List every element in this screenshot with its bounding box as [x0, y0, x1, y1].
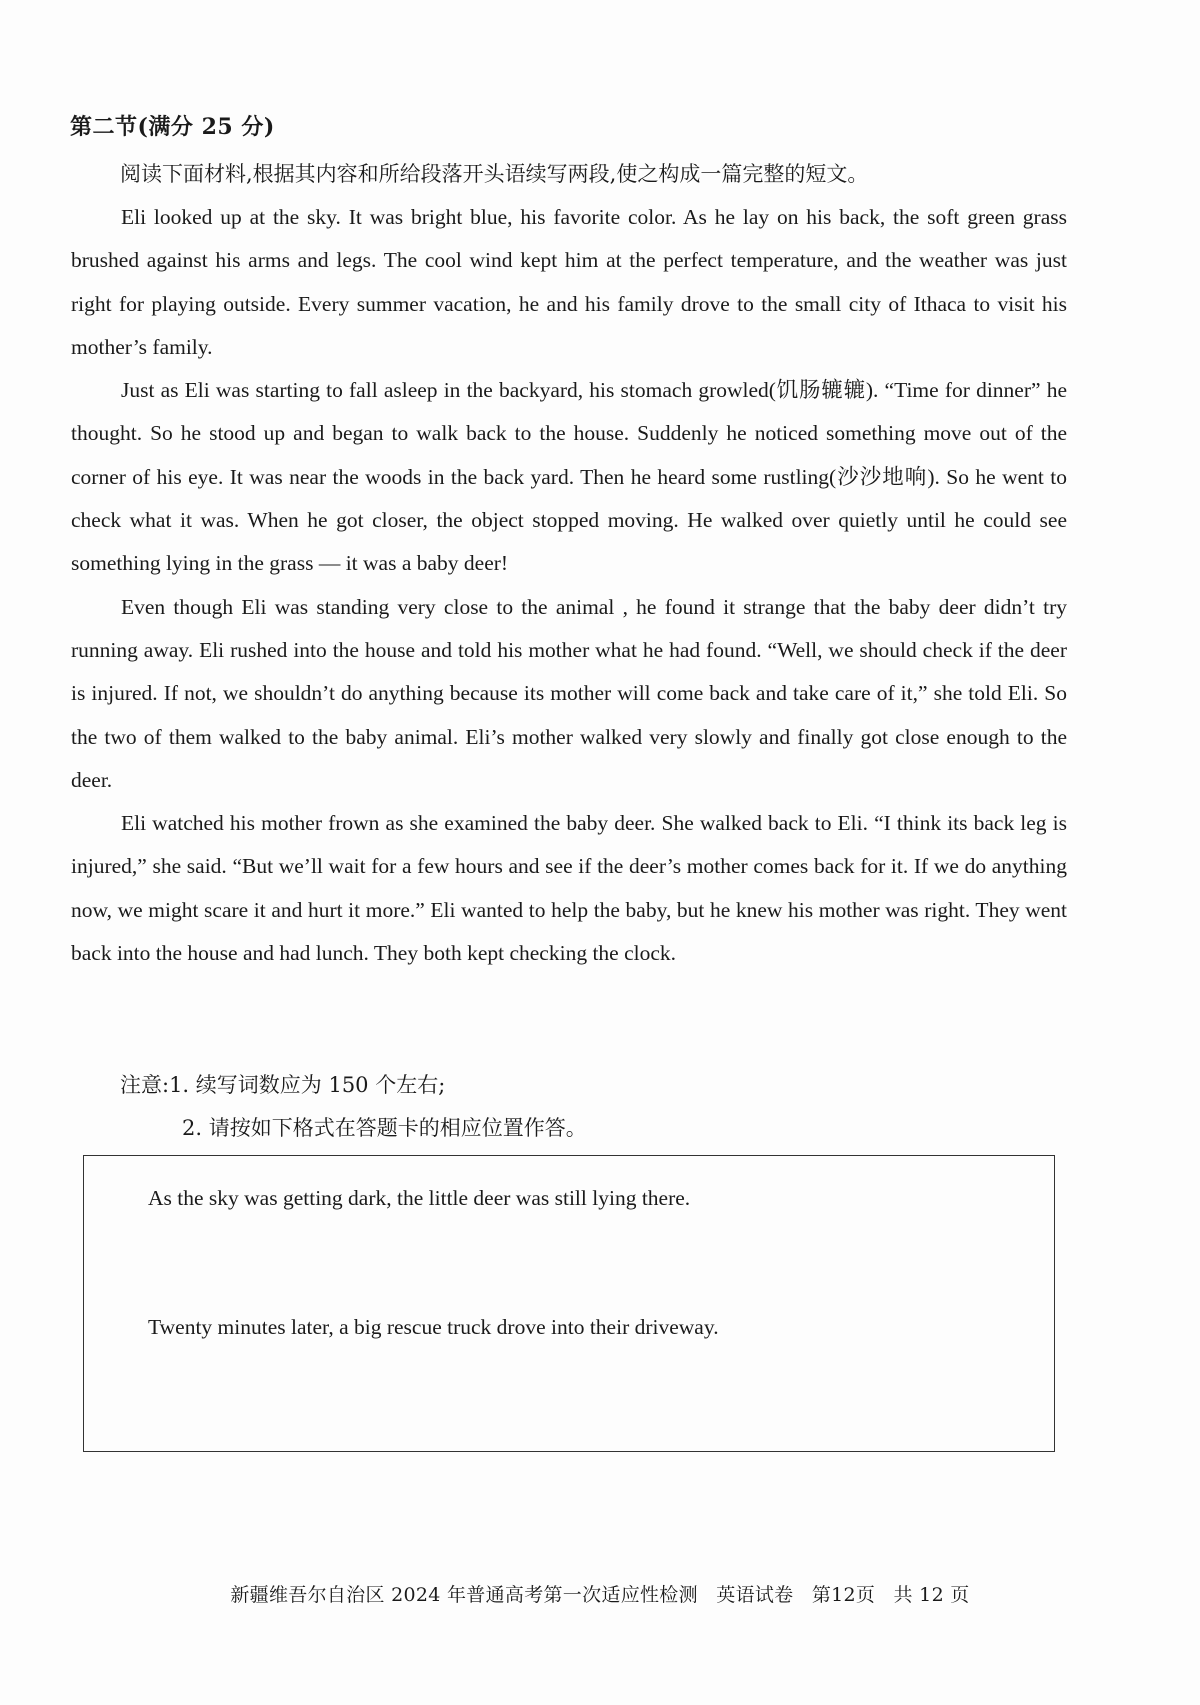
paragraph-opener-1: As the sky was getting dark, the little deer was still lying there.: [148, 1186, 691, 1210]
page-footer: [0, 1580, 1200, 1607]
footer-page-number: 第12页: [811, 1584, 876, 1606]
answer-format-box: [83, 1155, 1055, 1452]
section-title: 第二节(满分 25 分): [70, 114, 275, 140]
note-word-count: 注意:1. 续写词数应为 150 个左右;: [120, 1073, 446, 1097]
passage-paragraph-2: Just as Eli was starting to fall asleep in the backyard, his stomach growled(饥肠辘辘). “Time for dinner” he thought. So he stood up and began to walk back to the house. Suddenly he noticed something move out of the corner of his eye. It was near the woods in the back yard. Then he heard some rustling(沙沙地响). So he went to check what it was. When he got closer, the object stopped moving. He walked over quietly until he could see something lying in the grass — it was a baby deer!: [71, 378, 1067, 576]
footer-total-pages: 共 12 页: [893, 1584, 970, 1606]
notes: [120, 1064, 587, 1150]
task-instruction: 阅读下面材料,根据其内容和所给段落开头语续写两段,使之构成一篇完整的短文。: [120, 162, 869, 186]
passage-paragraph-3: Even though Eli was standing very close to the animal , he found it strange that the baby deer didn’t try running away. Eli rushed into the house and told his mother what he had found. “Well, we should check if the deer is injured. If not, we shouldn’t do anything because its mother will come back and take care of it,” she told Eli. So the two of them walked to the baby animal. Eli’s mother walked very slowly and finally got close enough to the deer.: [71, 594, 1067, 792]
note-answer-format: 2. 请按如下格式在答题卡的相应位置作答。: [182, 1116, 587, 1140]
footer-subject: 英语试卷: [716, 1584, 794, 1606]
passage-paragraph-1: Eli looked up at the sky. It was bright blue, his favorite color. As he lay on his back, the soft green grass brushed against his arms and legs. The cool wind kept him at the perfect temperature, and the weather was just right for playing outside. Every summer vacation, he and his family drove to the small city of Ithaca to visit his mother’s family.: [71, 205, 1067, 359]
passage-paragraph-4: Eli watched his mother frown as she examined the baby deer. She walked back to Eli. “I think its back leg is injured,” she said. “But we’ll wait for a few hours and see if the deer’s mother comes back for it. If we do anything now, we might scare it and hurt it more.” Eli wanted to help the baby, but he knew his mother was right. They went back into the house and had lunch. They both kept checking the clock.: [71, 811, 1067, 966]
paragraph-opener-2: Twenty minutes later, a big rescue truck drove into their driveway.: [148, 1315, 719, 1339]
reading-passage: [71, 196, 1067, 975]
footer-exam-name: 新疆维吾尔自治区 2024 年普通高考第一次适应性检测: [230, 1584, 698, 1606]
